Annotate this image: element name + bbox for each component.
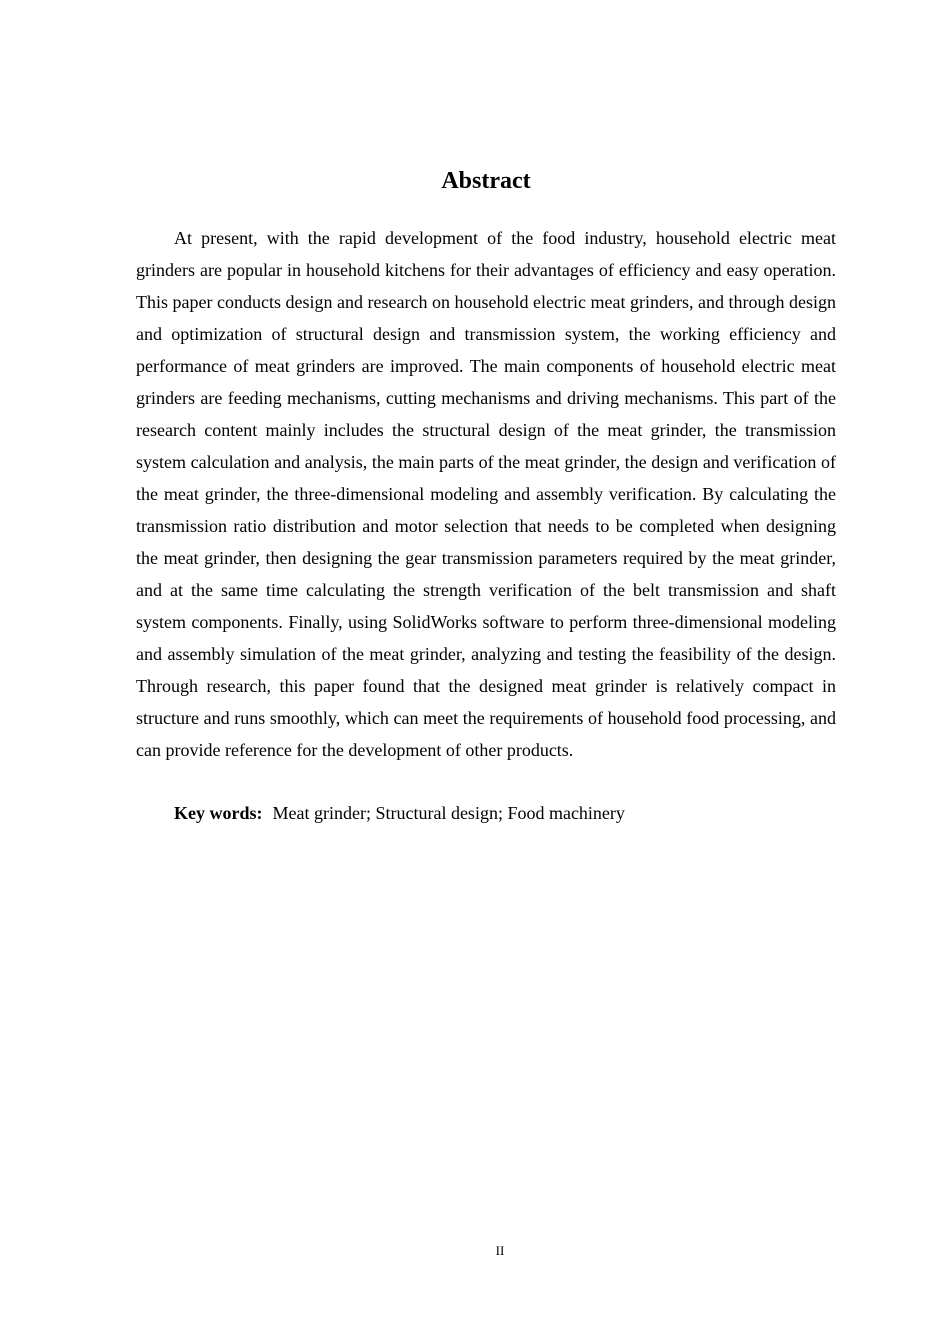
keywords-label: Key words:: [174, 803, 263, 823]
abstract-paragraph: At present, with the rapid development of the food industry, household electric meat grinders are popular in household kitchens for their advantages of efficiency and easy operation. This paper conducts design and research on household electric meat grinders, and through design and optimization of structural design and transmission system, the working efficiency and performance of meat grinders are improved. The main components of household electric meat grinders are feeding mechanisms, cutting mechanisms and driving mechanisms. This part of the research content mainly includes the structural design of the meat grinder, the transmission system calculation and analysis, the main parts of the meat grinder, the design and verification of the meat grinder, the three-dimensional modeling and assembly verification. By calculating the transmission ratio distribution and motor selection that needs to be completed when designing the meat grinder, then designing the gear transmission parameters required by the meat grinder, and at the same time calculating the strength verification of the belt transmission and shaft system components. Finally, using SolidWorks software to perform three-dimensional modeling and assembly simulation of the meat grinder, analyzing and testing the feasibility of the design. Through research, this paper found that the designed meat grinder is relatively compact in structure and runs smoothly, which can meet the requirements of household food processing, and can provide reference for the development of other products.: [136, 228, 836, 760]
page-number: II: [495, 1243, 505, 1258]
page-title: Abstract: [441, 168, 531, 194]
keywords-line: [136, 797, 836, 829]
keywords-value: Meat grinder; Structural design; Food machinery: [272, 803, 625, 823]
